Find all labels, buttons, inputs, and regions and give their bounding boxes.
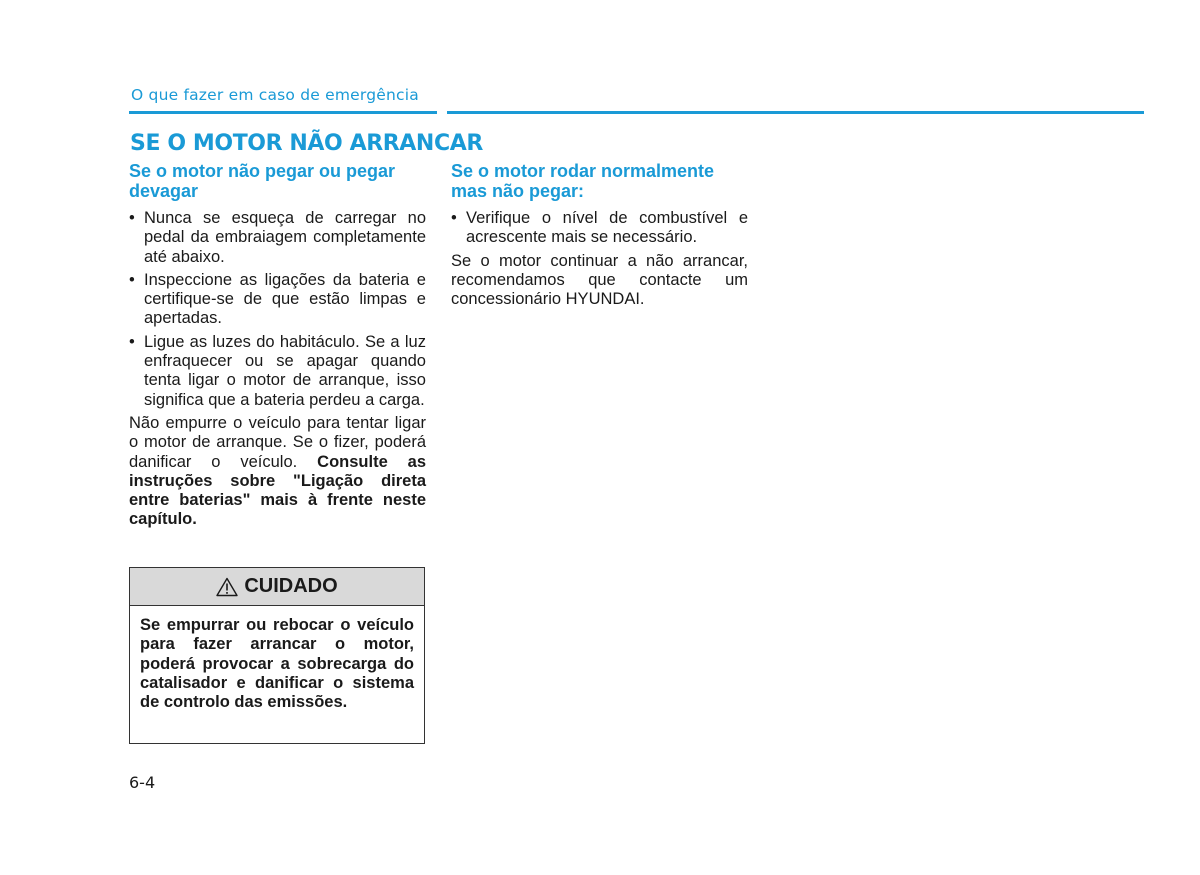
right-bullet-list bbox=[451, 209, 748, 248]
caution-title: CUIDADO bbox=[244, 575, 338, 597]
page-number: 6-4 bbox=[129, 773, 156, 792]
paragraph-plain-text: Não empurre o veículo para tentar ligar o motor de arranque. Se o fizer, poderá danificar o veículo. bbox=[129, 413, 426, 471]
caution-text: Se empurrar ou rebocar o veículo para fazer arrancar o motor, poderá provocar a sobrecarga do catalisador e danificar o sistema de controlo das emissões. bbox=[140, 616, 414, 712]
list-item: • Ligue as luzes do habitáculo. Se a luz enfraquecer ou se apagar quando tenta ligar o motor de arranque, isso significa que a bateria perdeu a carga. bbox=[129, 333, 426, 410]
chapter-title: SE O MOTOR NÃO ARRANCAR bbox=[130, 131, 483, 156]
right-sub-heading: Se o motor rodar normalmente mas não pegar: bbox=[451, 161, 715, 201]
dealer-contact-paragraph: Se o motor continuar a não arrancar, recomendamos que contacte um concessionário HYUNDAI. bbox=[451, 251, 748, 309]
push-start-warning-paragraph bbox=[129, 414, 426, 530]
warning-triangle-icon bbox=[216, 577, 238, 597]
left-sub-heading: Se o motor não pegar ou pegar devagar bbox=[129, 161, 396, 201]
list-item: • Nunca se esqueça de carregar no pedal da embraiagem completamente até abaixo. bbox=[129, 209, 426, 267]
caution-header bbox=[130, 568, 424, 606]
caution-box bbox=[129, 567, 425, 744]
right-column bbox=[451, 161, 748, 309]
list-item: • Verifique o nível de combustível e acrescente mais se necessário. bbox=[451, 209, 748, 248]
section-title: O que fazer em caso de emergência bbox=[131, 86, 419, 104]
paragraph-bold-text: Consulte as instruções sobre "Ligação direta entre baterias" mais à frente neste capítulo. bbox=[129, 452, 427, 529]
left-column bbox=[129, 161, 426, 530]
list-item: • Inspeccione as ligações da bateria e certifique-se de que estão limpas e apertadas. bbox=[129, 271, 426, 329]
header-rule bbox=[129, 111, 1144, 114]
header-rule-gap bbox=[437, 108, 447, 116]
left-bullet-list bbox=[129, 209, 426, 410]
